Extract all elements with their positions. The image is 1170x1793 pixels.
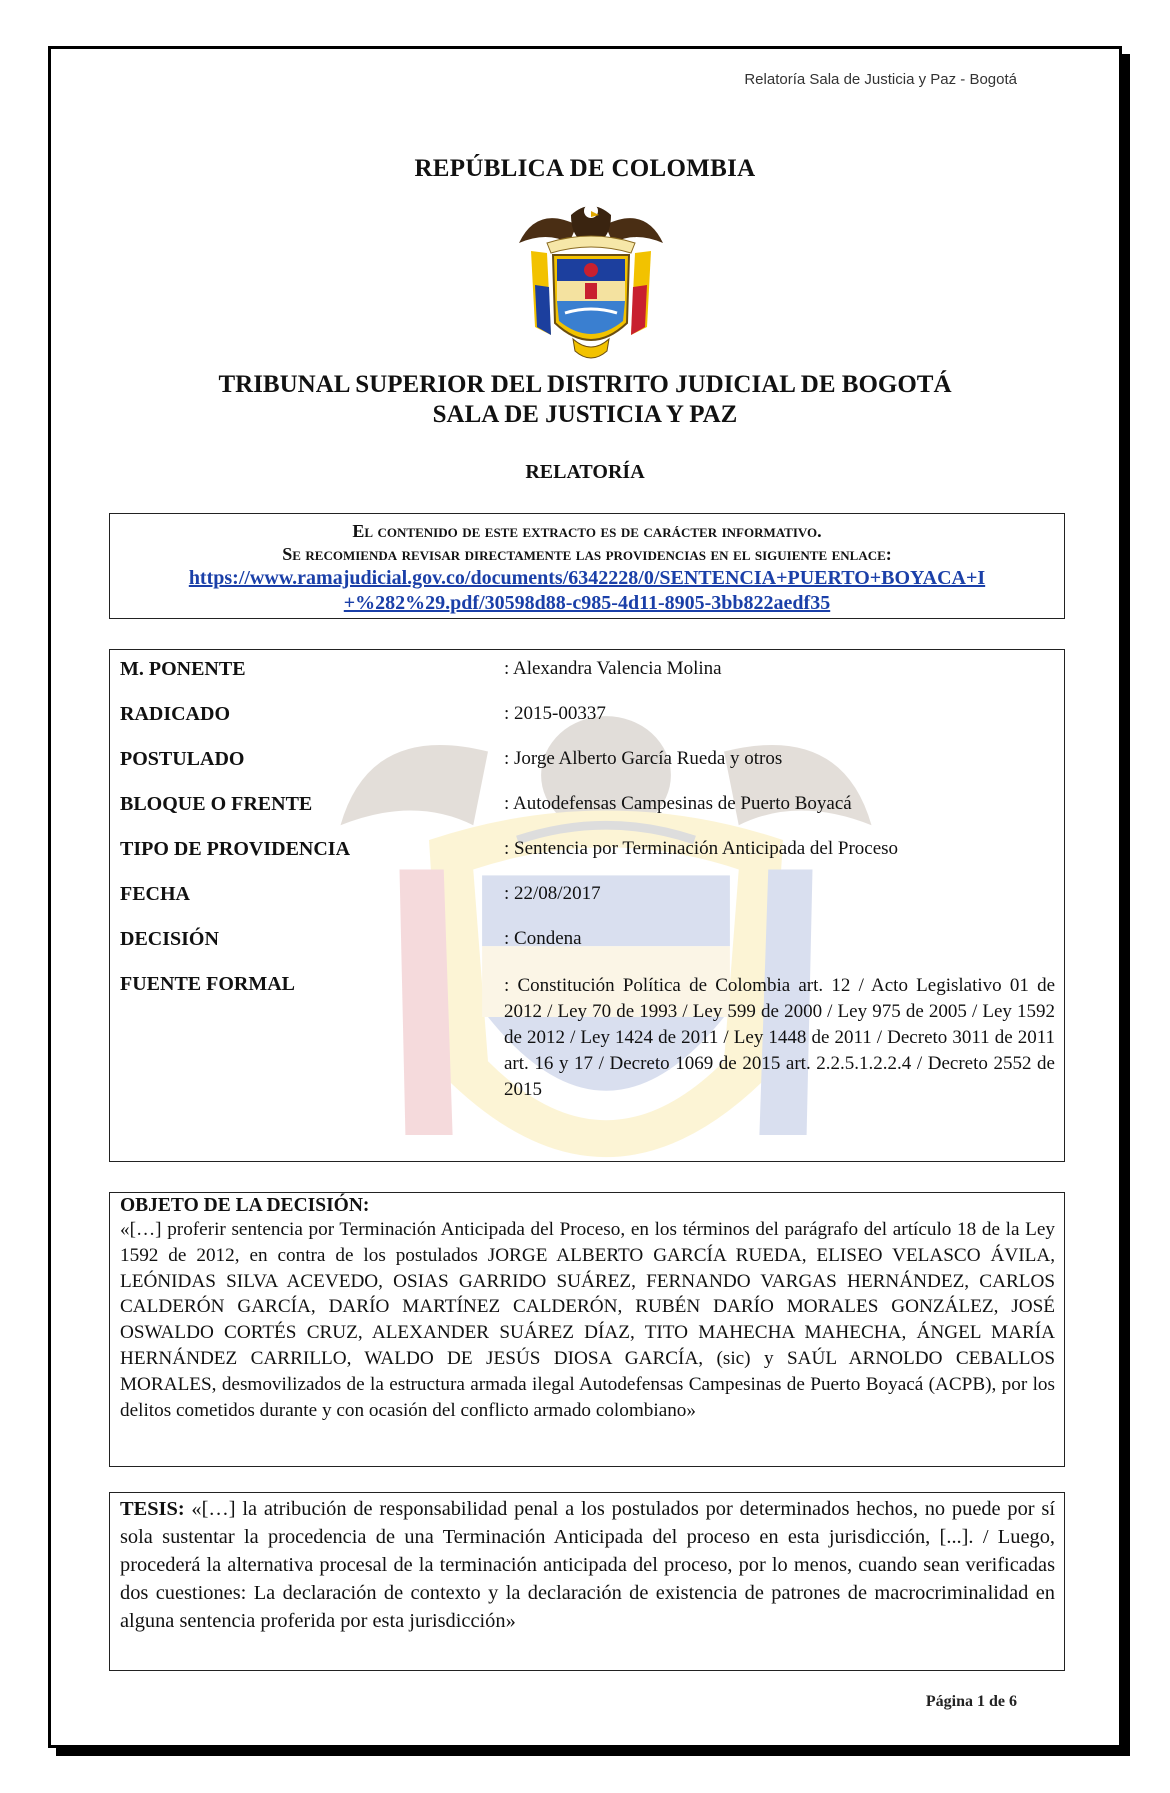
republic-title: REPÚBLICA DE COLOMBIA	[414, 155, 756, 182]
objeto-box	[109, 1192, 1065, 1467]
notice-line-2: Se recomienda revisar directamente las providencias en el siguiente enlace:	[282, 544, 892, 564]
tesis-text: «[…] la atribución de responsabilidad penal a los postulados por determinados hechos, no puede por sí sola sustentar la procedencia de una Terminación Anticipada del proceso en esta jurisdicción, [...]. / Luego, procederá la alternativa procesal de la terminación anticipada del proceso, por lo menos, cuando sean verificadas dos cuestiones: La declaración de contexto y la declaración de existencia de patrones de macrocriminalidad en alguna sentencia proferida por esta jurisdicción»	[120, 1498, 1055, 1632]
tesis-label: TESIS:	[120, 1498, 185, 1520]
meta-label: FECHA	[120, 883, 190, 905]
meta-label: M. PONENTE	[120, 658, 246, 680]
sala-title: SALA DE JUSTICIA Y PAZ	[432, 401, 738, 428]
sentence-link-line-2[interactable]: +%282%29.pdf/30598d88-c985-4d11-8905-3bb822aedf35	[343, 592, 831, 614]
meta-value: : Sentencia por Terminación Anticipada del Proceso	[504, 838, 899, 859]
meta-value: : Autodefensas Campesinas de Puerto Boyacá	[504, 793, 852, 814]
meta-value: : Jorge Alberto García Rueda y otros	[504, 748, 783, 769]
meta-value: : 22/08/2017	[504, 883, 601, 904]
tesis-box	[109, 1492, 1065, 1671]
meta-label: POSTULADO	[120, 748, 245, 770]
tribunal-title: TRIBUNAL SUPERIOR DEL DISTRITO JUDICIAL DE BOGOTÁ	[218, 371, 952, 398]
notice-line-1: El contenido de este extracto es de carácter informativo.	[352, 521, 822, 541]
meta-label: FUENTE FORMAL	[120, 973, 295, 995]
sentence-link-line-1[interactable]: https://www.ramajudicial.gov.co/documents/6342228/0/SENTENCIA+PUERTO+BOYACA+I	[188, 567, 986, 589]
meta-label: TIPO DE PROVIDENCIA	[120, 838, 351, 860]
meta-value: : Condena	[504, 928, 582, 949]
meta-value: : Alexandra Valencia Molina	[504, 658, 722, 679]
objeto-text: «[…] proferir sentencia por Terminación Anticipada del Proceso, en los términos del parágrafo del artículo 18 de la Ley 1592 de 2012, en contra de los postulados JORGE ALBERTO GARCÍA RUEDA, ELISEO VELASCO ÁVILA, LEÓNIDAS SILVA ACEVEDO, OSIAS GARRIDO SUÁREZ, FERNANDO VARGAS HERNÁNDEZ, CARLOS CALDERÓN GARCÍA, DARÍO MARTÍNEZ CALDERÓN, RUBÉN DARÍO MORALES GONZÁLEZ, JOSÉ OSWALDO CORTÉS CRUZ, ALEXANDER SUÁREZ DÍAZ, TITO MAHECHA MAHECHA, ÁNGEL MARÍA HERNÁNDEZ CARRILLO, WALDO DE JESÚS DIOSA GARCÍA, (sic) y SAÚL ARNOLDO CEBALLOS MORALES, desmovilizados de la estructura armada ilegal Autodefensas Campesinas de Puerto Boyacá (ACPB), por los delitos cometidos durante y con ocasión del conflicto armado colombiano»	[120, 1219, 1055, 1421]
meta-label: DECISIÓN	[120, 928, 219, 950]
objeto-title: OBJETO DE LA DECISIÓN:	[120, 1195, 370, 1216]
meta-label: RADICADO	[120, 703, 230, 725]
metadata-box	[109, 649, 1065, 1162]
colombia-coat-of-arms-icon	[507, 195, 675, 371]
meta-value: : Constitución Política de Colombia art. 12 / Acto Legislativo 01 de 2012 / Ley 70 de 1993 / Ley 599 de 2000 / Ley 975 de 2005 / Ley 1592 de 2012 / Ley 1424 de 2011 / Ley 1448 de 2011 / Decreto 3011 de 2011 art. 16 y 17 / Decreto 1069 de 2015 art. 2.2.5.1.2.2.4 / Decreto 2552 de 2015	[504, 975, 1055, 1100]
page-number: Página 1 de 6	[925, 1693, 1017, 1710]
meta-value: : 2015-00337	[504, 703, 606, 724]
document-page	[48, 46, 1122, 1748]
notice-box	[109, 513, 1065, 619]
running-header: Relatoría Sala de Justicia y Paz - Bogotá	[744, 71, 1017, 88]
meta-label: BLOQUE O FRENTE	[120, 793, 313, 815]
relatoria-title: RELATORÍA	[525, 461, 645, 483]
